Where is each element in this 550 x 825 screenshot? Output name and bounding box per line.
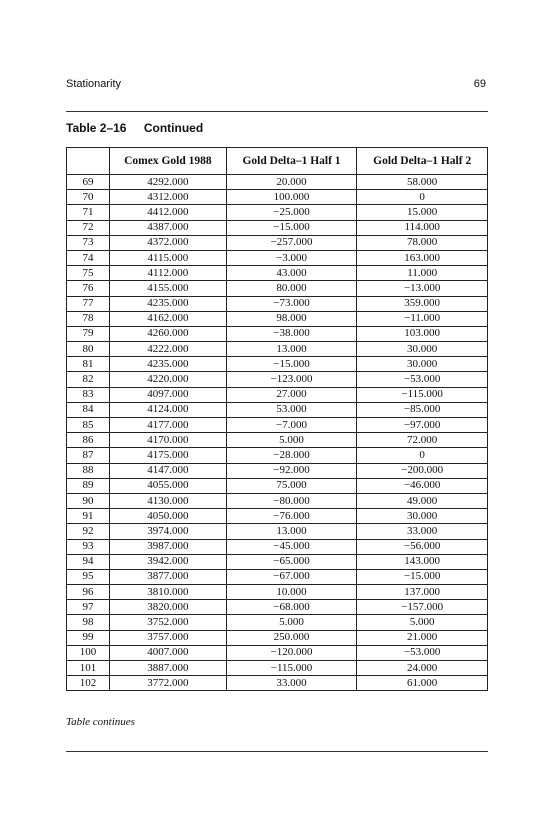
table-cell: −80.000 — [226, 493, 357, 508]
table-cell: 0 — [357, 190, 488, 205]
table-cell: 30.000 — [357, 357, 488, 372]
table-row — [67, 220, 488, 235]
table-row — [67, 342, 488, 357]
table-row — [67, 493, 488, 508]
table-cell: 4220.000 — [110, 372, 227, 387]
table-cell: 61.000 — [357, 676, 488, 691]
table-cell: 4170.000 — [110, 433, 227, 448]
row-index-cell: 74 — [67, 250, 110, 265]
table-cell: −11.000 — [357, 311, 488, 326]
table-row — [67, 372, 488, 387]
table-row — [67, 175, 488, 190]
row-index-cell: 86 — [67, 433, 110, 448]
table-cell: 58.000 — [357, 175, 488, 190]
table-cell: 21.000 — [357, 630, 488, 645]
row-index-cell: 84 — [67, 402, 110, 417]
table-cell: −85.000 — [357, 402, 488, 417]
table-cell: 33.000 — [226, 676, 357, 691]
table-row — [67, 448, 488, 463]
table-cell: 3974.000 — [110, 524, 227, 539]
row-index-cell: 71 — [67, 205, 110, 220]
table-title: Continued — [143, 121, 204, 135]
row-index-cell: 78 — [67, 311, 110, 326]
table-cell: −157.000 — [357, 600, 488, 615]
row-index-cell: 88 — [67, 463, 110, 478]
row-index-cell: 94 — [67, 554, 110, 569]
table-cell: 4155.000 — [110, 281, 227, 296]
row-index-cell: 80 — [67, 342, 110, 357]
table-row — [67, 387, 488, 402]
table-header-row — [67, 148, 488, 175]
table-cell: 4055.000 — [110, 478, 227, 493]
table-cell: −53.000 — [357, 372, 488, 387]
table-cell: 11.000 — [357, 266, 488, 281]
row-index-cell: 81 — [67, 357, 110, 372]
table-cell: 5.000 — [357, 615, 488, 630]
table-cell: 163.000 — [357, 250, 488, 265]
row-index-cell: 77 — [67, 296, 110, 311]
row-index-cell: 93 — [67, 539, 110, 554]
table-cell: 30.000 — [357, 509, 488, 524]
table-row — [67, 524, 488, 539]
table-row — [67, 296, 488, 311]
table-row — [67, 266, 488, 281]
row-index-cell: 95 — [67, 569, 110, 584]
table-cell: −123.000 — [226, 372, 357, 387]
row-index-cell: 102 — [67, 676, 110, 691]
table-cell: −65.000 — [226, 554, 357, 569]
table-row — [67, 600, 488, 615]
table-cell: −25.000 — [226, 205, 357, 220]
row-index-cell: 73 — [67, 235, 110, 250]
table-cell: 3877.000 — [110, 569, 227, 584]
table-row — [67, 615, 488, 630]
table-cell: 72.000 — [357, 433, 488, 448]
table-cell: −56.000 — [357, 539, 488, 554]
table-row — [67, 509, 488, 524]
table-cell: −45.000 — [226, 539, 357, 554]
table-cell: 27.000 — [226, 387, 357, 402]
table-cell: −13.000 — [357, 281, 488, 296]
table-cell: 4260.000 — [110, 326, 227, 341]
table-cell: 53.000 — [226, 402, 357, 417]
row-index-cell: 91 — [67, 509, 110, 524]
table-cell: −115.000 — [226, 661, 357, 676]
table-cell: 4124.000 — [110, 402, 227, 417]
table-cell: 3757.000 — [110, 630, 227, 645]
table-row — [67, 418, 488, 433]
table-row — [67, 585, 488, 600]
table-cell: −115.000 — [357, 387, 488, 402]
row-index-cell: 83 — [67, 387, 110, 402]
table-cell: 4235.000 — [110, 296, 227, 311]
table-cell: 43.000 — [226, 266, 357, 281]
table-row — [67, 661, 488, 676]
table-cell: 137.000 — [357, 585, 488, 600]
table-cell: −15.000 — [226, 220, 357, 235]
row-index-cell: 87 — [67, 448, 110, 463]
table-cell: 4112.000 — [110, 266, 227, 281]
row-index-cell: 90 — [67, 493, 110, 508]
section-title: Stationarity — [66, 78, 122, 90]
table-cell: 20.000 — [226, 175, 357, 190]
table-cell: 13.000 — [226, 342, 357, 357]
table-cell: 4147.000 — [110, 463, 227, 478]
data-table — [66, 147, 488, 691]
table-caption — [66, 121, 203, 135]
table-cell: 4372.000 — [110, 235, 227, 250]
table-cell: 4130.000 — [110, 493, 227, 508]
table-cell: 100.000 — [226, 190, 357, 205]
header-cell: Gold Delta–1 Half 1 — [226, 148, 357, 175]
table-cell: 78.000 — [357, 235, 488, 250]
table-row — [67, 250, 488, 265]
table-cell: −38.000 — [226, 326, 357, 341]
header-cell-index — [67, 148, 110, 175]
table-cell: 0 — [357, 448, 488, 463]
table-cell: 5.000 — [226, 615, 357, 630]
table-cell: −120.000 — [226, 645, 357, 660]
table-cell: 3820.000 — [110, 600, 227, 615]
table-row — [67, 645, 488, 660]
table-cell: 3810.000 — [110, 585, 227, 600]
table-cell: 80.000 — [226, 281, 357, 296]
table-cell: 30.000 — [357, 342, 488, 357]
table-cell: 359.000 — [357, 296, 488, 311]
table-cell: 4222.000 — [110, 342, 227, 357]
row-index-cell: 101 — [67, 661, 110, 676]
table-cell: 98.000 — [226, 311, 357, 326]
table-cell: 103.000 — [357, 326, 488, 341]
table-cell: 4312.000 — [110, 190, 227, 205]
row-index-cell: 89 — [67, 478, 110, 493]
table-cell: −53.000 — [357, 645, 488, 660]
row-index-cell: 92 — [67, 524, 110, 539]
table-cell: −257.000 — [226, 235, 357, 250]
table-cell: 114.000 — [357, 220, 488, 235]
table-cell: 4162.000 — [110, 311, 227, 326]
table-row — [67, 630, 488, 645]
table-cell: 250.000 — [226, 630, 357, 645]
table-cell: −46.000 — [357, 478, 488, 493]
header-rule — [66, 111, 488, 112]
table-cell: 4007.000 — [110, 645, 227, 660]
table-cell: 4050.000 — [110, 509, 227, 524]
table-cell: 33.000 — [357, 524, 488, 539]
table-cell: 4235.000 — [110, 357, 227, 372]
table-cell: 3942.000 — [110, 554, 227, 569]
table-continues-note: Table continues — [66, 716, 135, 728]
table-cell: −68.000 — [226, 600, 357, 615]
table-cell: 24.000 — [357, 661, 488, 676]
header-cell: Comex Gold 1988 — [110, 148, 227, 175]
table-row — [67, 463, 488, 478]
table-cell: 75.000 — [226, 478, 357, 493]
table-cell: 5.000 — [226, 433, 357, 448]
table-cell: −97.000 — [357, 418, 488, 433]
table-cell: 49.000 — [357, 493, 488, 508]
table-row — [67, 326, 488, 341]
running-head — [66, 78, 486, 94]
table-cell: 3772.000 — [110, 676, 227, 691]
row-index-cell: 99 — [67, 630, 110, 645]
table-cell: 4115.000 — [110, 250, 227, 265]
table-row — [67, 554, 488, 569]
table-row — [67, 539, 488, 554]
table-cell: 3887.000 — [110, 661, 227, 676]
table-cell: 4175.000 — [110, 448, 227, 463]
table-row — [67, 676, 488, 691]
row-index-cell: 79 — [67, 326, 110, 341]
table-cell: 4292.000 — [110, 175, 227, 190]
table-row — [67, 190, 488, 205]
row-index-cell: 96 — [67, 585, 110, 600]
table-cell: 3752.000 — [110, 615, 227, 630]
table-cell: −15.000 — [357, 569, 488, 584]
table-cell: −73.000 — [226, 296, 357, 311]
table-row — [67, 433, 488, 448]
table-row — [67, 357, 488, 372]
row-index-cell: 76 — [67, 281, 110, 296]
page-number: 69 — [473, 78, 486, 90]
table-label: Table 2–16 — [66, 121, 127, 135]
table-row — [67, 478, 488, 493]
table-cell: 3987.000 — [110, 539, 227, 554]
table-cell: −15.000 — [226, 357, 357, 372]
table-cell: −67.000 — [226, 569, 357, 584]
table-cell: 4097.000 — [110, 387, 227, 402]
row-index-cell: 98 — [67, 615, 110, 630]
header-cell: Gold Delta–1 Half 2 — [357, 148, 488, 175]
table-cell: −92.000 — [226, 463, 357, 478]
table-cell: −7.000 — [226, 418, 357, 433]
row-index-cell: 97 — [67, 600, 110, 615]
row-index-cell: 100 — [67, 645, 110, 660]
table-cell: −28.000 — [226, 448, 357, 463]
table-row — [67, 235, 488, 250]
table-cell: 143.000 — [357, 554, 488, 569]
row-index-cell: 82 — [67, 372, 110, 387]
table-cell: 4177.000 — [110, 418, 227, 433]
table-row — [67, 281, 488, 296]
table-row — [67, 205, 488, 220]
row-index-cell: 85 — [67, 418, 110, 433]
table-cell: 10.000 — [226, 585, 357, 600]
row-index-cell: 70 — [67, 190, 110, 205]
table-cell: 4412.000 — [110, 205, 227, 220]
table-cell: −76.000 — [226, 509, 357, 524]
footer-rule — [66, 751, 488, 752]
row-index-cell: 75 — [67, 266, 110, 281]
row-index-cell: 69 — [67, 175, 110, 190]
table-cell: 13.000 — [226, 524, 357, 539]
row-index-cell: 72 — [67, 220, 110, 235]
table-cell: 15.000 — [357, 205, 488, 220]
table-row — [67, 569, 488, 584]
table-row — [67, 311, 488, 326]
table-cell: 4387.000 — [110, 220, 227, 235]
table-row — [67, 402, 488, 417]
table-cell: −3.000 — [226, 250, 357, 265]
table-cell: −200.000 — [357, 463, 488, 478]
